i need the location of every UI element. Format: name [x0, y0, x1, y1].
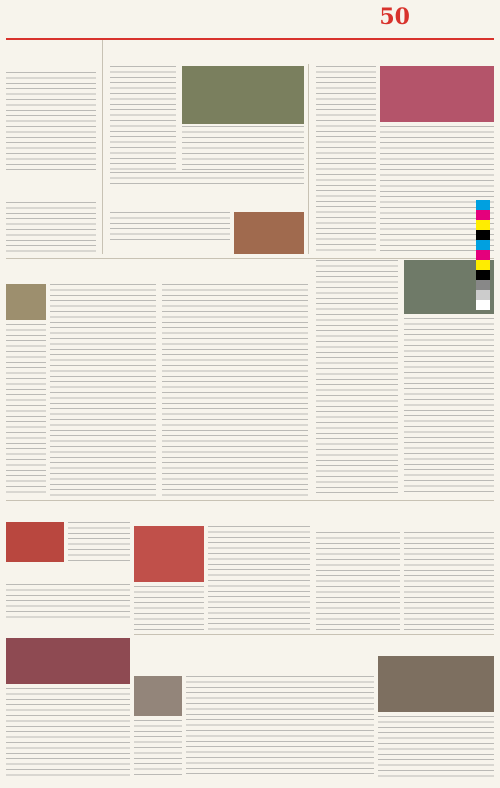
color-swatch — [476, 260, 490, 270]
news-photo — [134, 526, 204, 582]
article-body — [378, 716, 494, 778]
article-body — [134, 720, 182, 778]
left-bottom-headline-a — [6, 570, 130, 582]
row3-right-headline-a — [316, 504, 400, 528]
left-second-headline — [6, 176, 96, 200]
news-photo — [182, 66, 304, 124]
article-body — [134, 586, 204, 630]
left-bottom-headline-b — [6, 624, 130, 636]
article-body — [316, 260, 398, 496]
article-body — [316, 532, 400, 630]
article-body — [404, 532, 494, 630]
color-swatch — [476, 250, 490, 260]
article-body — [316, 66, 376, 186]
color-swatch — [476, 300, 490, 310]
article-body — [110, 212, 230, 244]
dateline — [156, 26, 356, 36]
article-body — [6, 324, 46, 496]
row3-center-headline — [134, 504, 310, 522]
group-photo — [6, 638, 130, 684]
article-body — [110, 172, 304, 188]
article-body — [6, 584, 130, 620]
row2-left-headline — [6, 262, 156, 280]
color-swatch — [476, 290, 490, 300]
newspaper-page — [6, 4, 494, 782]
portrait-photo — [134, 676, 182, 716]
row3-right-headline-b — [404, 504, 494, 528]
article-body — [68, 522, 130, 562]
article-body — [162, 284, 308, 496]
color-swatch — [476, 240, 490, 250]
row3-left-headline — [6, 504, 130, 518]
article-body — [50, 284, 156, 496]
article-body — [208, 526, 310, 630]
news-photo — [234, 212, 304, 254]
lead-headline — [110, 42, 310, 62]
color-swatch — [476, 280, 490, 290]
bottom-banner-tag — [134, 636, 310, 646]
color-swatch — [476, 270, 490, 280]
article-body — [404, 318, 494, 496]
article-body — [6, 688, 130, 778]
masthead — [6, 4, 494, 40]
news-photo — [380, 66, 494, 122]
article-body — [182, 126, 304, 170]
article-body — [6, 202, 96, 254]
color-registration-bar — [476, 200, 490, 310]
right-top-headline — [316, 42, 494, 62]
color-swatch — [476, 230, 490, 240]
column-rule — [308, 64, 309, 254]
color-swatch — [476, 210, 490, 220]
article-body — [6, 72, 96, 172]
portrait-photo — [6, 284, 46, 320]
bottom-right-headline — [378, 640, 494, 652]
row2-center-headline — [162, 262, 308, 280]
article-body — [316, 190, 376, 254]
row-rule — [134, 634, 494, 635]
article-body — [186, 676, 374, 778]
row-rule — [6, 258, 494, 259]
bottom-center-headline — [134, 648, 374, 672]
color-swatch — [476, 200, 490, 210]
anniversary-number: 50 — [379, 4, 410, 30]
color-swatch — [476, 220, 490, 230]
article-body — [110, 66, 176, 170]
column-rule — [102, 40, 103, 254]
news-photo — [6, 522, 64, 562]
left-top-headline — [6, 42, 96, 70]
news-photo — [378, 656, 494, 712]
row-rule — [6, 500, 494, 501]
mid-small-headline — [110, 194, 200, 210]
newspaper-logo — [384, 4, 494, 36]
